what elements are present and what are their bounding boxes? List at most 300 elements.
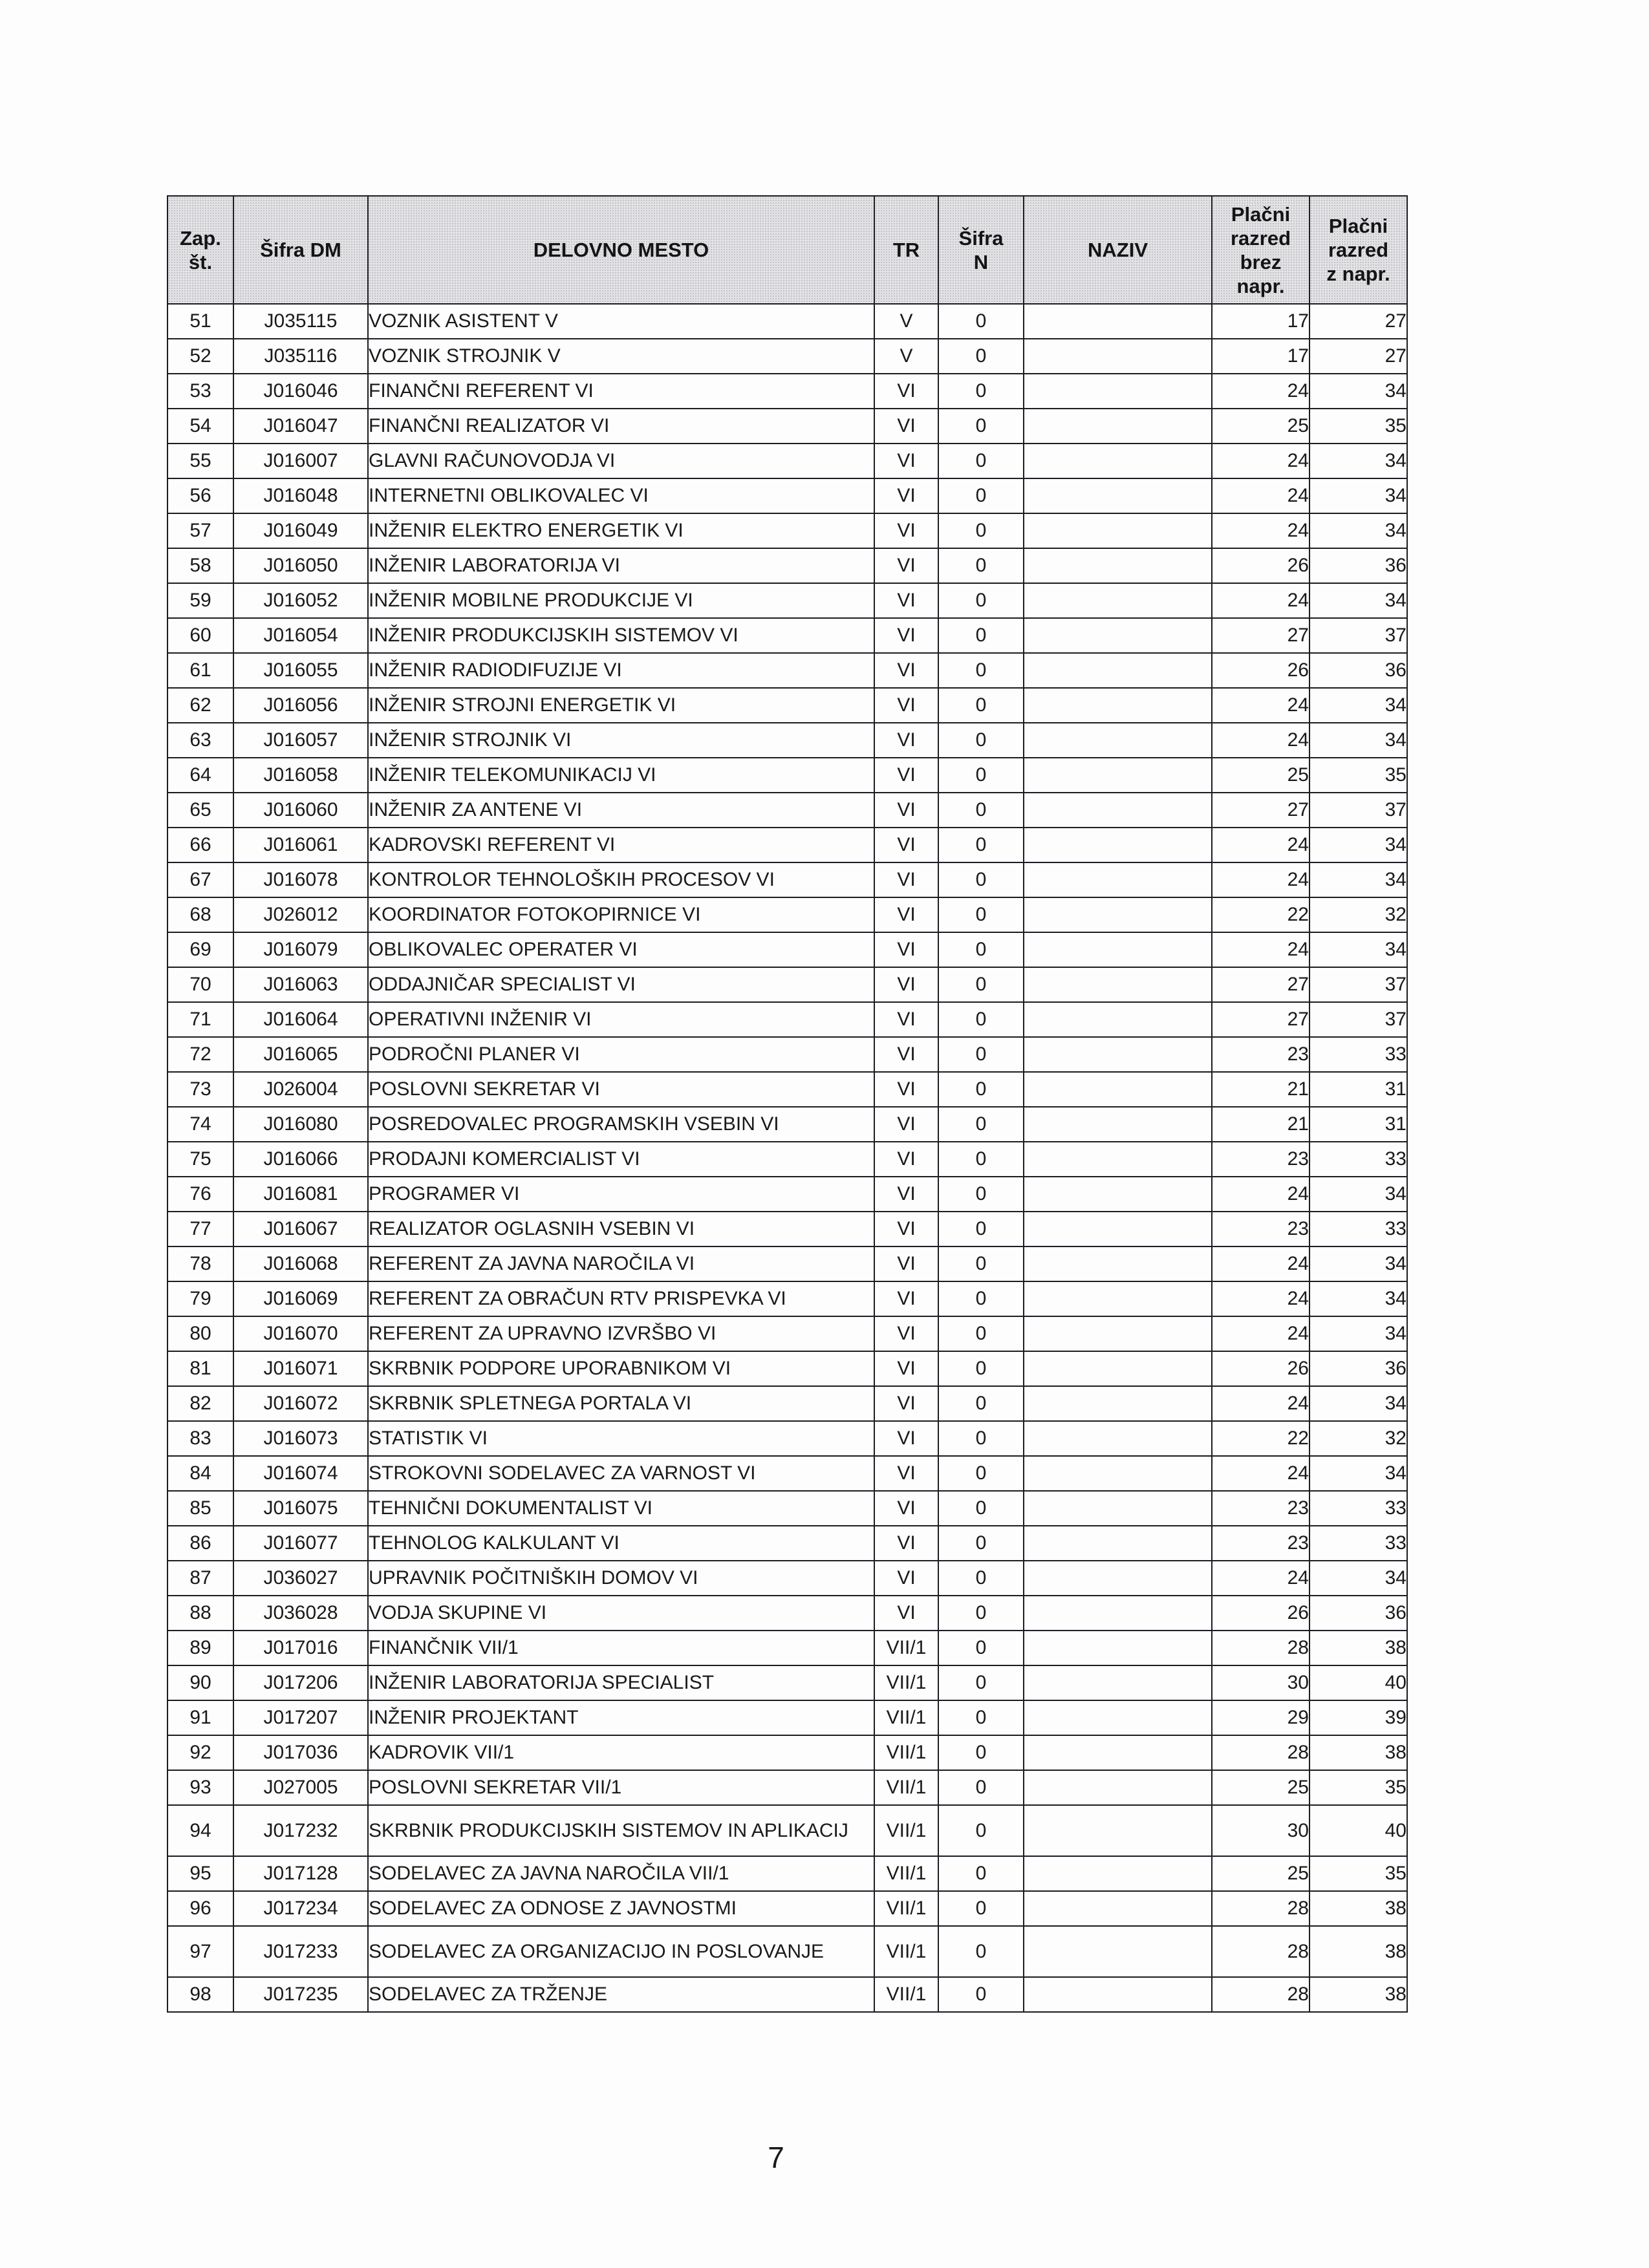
cell-zap-st [167, 548, 233, 583]
cell-tr-text: VI [897, 1428, 916, 1449]
cell-sifra-dm-text: J016064 [263, 1009, 338, 1030]
cell-sifra-dm-text: J016048 [263, 485, 338, 506]
cell-sifra-dm-text: J017036 [263, 1742, 338, 1763]
cell-zap-st-text: 63 [189, 729, 211, 751]
cell-sifra-n-text: 0 [975, 310, 987, 332]
cell-zap-st-text: 66 [189, 834, 211, 855]
cell-naziv [1024, 967, 1212, 1002]
table-row [167, 1665, 1407, 1700]
cell-tr-text: VI [897, 764, 916, 786]
cell-sifra-n-text: 0 [975, 415, 987, 436]
cell-tr-text: VI [897, 659, 916, 681]
cell-placni-razred-z-napr-text: 34 [1385, 834, 1406, 855]
cell-sifra-n [938, 444, 1024, 478]
cell-zap-st-text: 73 [189, 1078, 211, 1100]
header-placni-razred-z-napr [1310, 196, 1407, 304]
cell-sifra-n-text: 0 [975, 1358, 987, 1379]
cell-delovno-mesto-text: INŽENIR MOBILNE PRODUKCIJE VI [369, 590, 693, 611]
cell-sifra-n-text: 0 [975, 1009, 987, 1030]
cell-placni-razred-brez-napr-text: 24 [1287, 590, 1309, 611]
cell-sifra-dm-text: J016077 [263, 1532, 338, 1554]
cell-sifra-dm-text: J017207 [263, 1707, 338, 1728]
cell-sifra-dm [233, 1491, 368, 1526]
cell-sifra-dm [233, 1700, 368, 1735]
header-text-line: napr. [1236, 274, 1285, 297]
cell-placni-razred-z-napr-text: 40 [1385, 1672, 1406, 1693]
cell-delovno-mesto-text: PODROČNI PLANER VI [369, 1043, 580, 1065]
cell-zap-st [167, 1805, 233, 1856]
cell-placni-razred-brez-napr-text: 28 [1287, 1984, 1309, 2005]
header-text-line: brez [1240, 250, 1282, 273]
cell-zap-st-text: 90 [189, 1672, 211, 1693]
cell-placni-razred-z-napr-text: 38 [1385, 1898, 1406, 1919]
cell-zap-st [167, 1665, 233, 1700]
cell-placni-razred-brez-napr-text: 24 [1287, 1253, 1309, 1274]
table-row [167, 1977, 1407, 2012]
cell-zap-st [167, 793, 233, 828]
cell-zap-st [167, 513, 233, 548]
cell-zap-st [167, 1037, 233, 1072]
cell-delovno-mesto [368, 409, 874, 444]
cell-tr [874, 1316, 938, 1351]
cell-placni-razred-brez-napr-text: 27 [1287, 974, 1309, 995]
cell-sifra-dm-text: J016055 [263, 659, 338, 681]
cell-tr-text: VII/1 [886, 1940, 927, 1962]
cell-delovno-mesto [368, 1596, 874, 1631]
cell-placni-razred-brez-napr [1212, 1142, 1310, 1177]
cell-delovno-mesto-text: REFERENT ZA JAVNA NAROČILA VI [369, 1253, 695, 1274]
cell-placni-razred-z-napr [1310, 548, 1407, 583]
cell-zap-st-text: 78 [189, 1253, 211, 1274]
cell-sifra-dm-text: J016073 [263, 1428, 338, 1449]
cell-sifra-dm-text: J016081 [263, 1183, 338, 1204]
cell-placni-razred-brez-napr [1212, 828, 1310, 862]
cell-delovno-mesto [368, 583, 874, 618]
cell-zap-st [167, 1735, 233, 1770]
cell-placni-razred-z-napr-text: 33 [1385, 1532, 1406, 1554]
cell-naziv [1024, 1456, 1212, 1491]
cell-tr [874, 897, 938, 932]
cell-tr [874, 967, 938, 1002]
cell-tr-text: VI [897, 1393, 916, 1414]
cell-placni-razred-brez-napr-text: 24 [1287, 485, 1309, 506]
cell-naziv [1024, 1631, 1212, 1665]
cell-sifra-n [938, 374, 1024, 409]
cell-delovno-mesto-text: FINANČNIK VII/1 [369, 1637, 519, 1658]
cell-sifra-n [938, 1142, 1024, 1177]
cell-tr-text: VI [897, 694, 916, 716]
cell-zap-st [167, 618, 233, 653]
cell-zap-st [167, 1977, 233, 2012]
cell-tr-text: VI [897, 415, 916, 436]
cell-tr-text: VI [897, 1602, 916, 1623]
table-row [167, 688, 1407, 723]
cell-naziv [1024, 1072, 1212, 1107]
cell-placni-razred-brez-napr-text: 21 [1287, 1078, 1309, 1100]
cell-tr [874, 1386, 938, 1421]
cell-sifra-n [938, 1246, 1024, 1281]
cell-sifra-n-text: 0 [975, 555, 987, 576]
cell-sifra-n-text: 0 [975, 939, 987, 960]
table-row [167, 1246, 1407, 1281]
cell-delovno-mesto-text: REFERENT ZA UPRAVNO IZVRŠBO VI [369, 1323, 717, 1344]
cell-sifra-n-text: 0 [975, 1672, 987, 1693]
cell-sifra-n [938, 1107, 1024, 1142]
cell-sifra-n [938, 618, 1024, 653]
header-delovno-mesto [368, 196, 874, 304]
cell-placni-razred-brez-napr-text: 25 [1287, 415, 1309, 436]
cell-placni-razred-brez-napr-text: 25 [1287, 764, 1309, 786]
cell-tr-text: VI [897, 1497, 916, 1519]
cell-zap-st-text: 96 [189, 1898, 211, 1919]
table-row [167, 1281, 1407, 1316]
cell-placni-razred-brez-napr [1212, 1456, 1310, 1491]
cell-tr [874, 1246, 938, 1281]
cell-naziv [1024, 1316, 1212, 1351]
cell-delovno-mesto-text: SKRBNIK PRODUKCIJSKIH SISTEMOV IN APLIKACIJ [369, 1819, 848, 1841]
cell-zap-st-text: 93 [189, 1777, 211, 1798]
cell-naziv [1024, 1421, 1212, 1456]
cell-tr-text: VI [897, 520, 916, 541]
cell-placni-razred-z-napr-text: 34 [1385, 1323, 1406, 1344]
cell-sifra-n-text: 0 [975, 834, 987, 855]
cell-placni-razred-z-napr [1310, 1072, 1407, 1107]
cell-tr-text: VI [897, 1462, 916, 1484]
cell-sifra-n [938, 758, 1024, 793]
cell-sifra-dm-text: J016080 [263, 1113, 338, 1135]
cell-sifra-n-text: 0 [975, 1288, 987, 1309]
cell-sifra-dm [233, 828, 368, 862]
cell-zap-st [167, 1107, 233, 1142]
cell-sifra-dm [233, 1805, 368, 1856]
cell-placni-razred-z-napr [1310, 1491, 1407, 1526]
cell-placni-razred-z-napr [1310, 1665, 1407, 1700]
cell-sifra-n-text: 0 [975, 345, 987, 367]
cell-zap-st-text: 85 [189, 1497, 211, 1519]
cell-placni-razred-z-napr-text: 27 [1385, 310, 1406, 332]
cell-placni-razred-z-napr [1310, 1177, 1407, 1212]
header-text-line: Zap. [180, 226, 221, 250]
cell-sifra-n [938, 1491, 1024, 1526]
cell-sifra-n [938, 688, 1024, 723]
cell-sifra-dm [233, 1526, 368, 1561]
table-row [167, 1631, 1407, 1665]
cell-delovno-mesto [368, 1491, 874, 1526]
cell-sifra-dm [233, 1596, 368, 1631]
cell-delovno-mesto-text: KADROVIK VII/1 [369, 1742, 515, 1763]
cell-delovno-mesto [368, 1072, 874, 1107]
cell-sifra-dm [233, 1631, 368, 1665]
cell-delovno-mesto-text: INŽENIR PRODUKCIJSKIH SISTEMOV VI [369, 625, 738, 646]
cell-sifra-dm-text: J017232 [263, 1819, 338, 1841]
table-row [167, 1072, 1407, 1107]
cell-sifra-dm [233, 758, 368, 793]
cell-tr-text: VI [897, 799, 916, 820]
cell-delovno-mesto-text: SODELAVEC ZA JAVNA NAROČILA VII/1 [369, 1863, 729, 1884]
cell-sifra-n-text: 0 [975, 1602, 987, 1623]
cell-placni-razred-brez-napr [1212, 653, 1310, 688]
table-row [167, 374, 1407, 409]
cell-placni-razred-z-napr-text: 37 [1385, 1009, 1406, 1030]
cell-naziv [1024, 1977, 1212, 2012]
cell-placni-razred-brez-napr [1212, 1665, 1310, 1700]
cell-zap-st-text: 52 [189, 345, 211, 367]
cell-zap-st [167, 1386, 233, 1421]
table-row [167, 967, 1407, 1002]
cell-sifra-n [938, 828, 1024, 862]
cell-sifra-n [938, 548, 1024, 583]
cell-naziv [1024, 1002, 1212, 1037]
cell-placni-razred-z-napr-text: 33 [1385, 1218, 1406, 1239]
cell-tr-text: VI [897, 904, 916, 925]
cell-tr [874, 1002, 938, 1037]
cell-sifra-n [938, 1977, 1024, 2012]
cell-sifra-dm [233, 374, 368, 409]
cell-placni-razred-z-napr [1310, 828, 1407, 862]
cell-placni-razred-z-napr-text: 34 [1385, 694, 1406, 716]
cell-delovno-mesto [368, 1665, 874, 1700]
cell-placni-razred-brez-napr-text: 24 [1287, 694, 1309, 716]
cell-placni-razred-brez-napr [1212, 1561, 1310, 1596]
cell-sifra-n [938, 1177, 1024, 1212]
table-row [167, 1351, 1407, 1386]
cell-placni-razred-brez-napr [1212, 1805, 1310, 1856]
cell-zap-st [167, 1142, 233, 1177]
cell-placni-razred-z-napr-text: 34 [1385, 729, 1406, 751]
cell-placni-razred-brez-napr-text: 24 [1287, 380, 1309, 401]
cell-delovno-mesto [368, 1107, 874, 1142]
cell-placni-razred-z-napr [1310, 932, 1407, 967]
cell-sifra-dm-text: J017233 [263, 1940, 338, 1962]
cell-placni-razred-brez-napr [1212, 1107, 1310, 1142]
cell-placni-razred-z-napr [1310, 793, 1407, 828]
cell-zap-st-text: 55 [189, 450, 211, 471]
cell-placni-razred-z-napr [1310, 583, 1407, 618]
cell-sifra-dm [233, 723, 368, 758]
cell-placni-razred-brez-napr-text: 23 [1287, 1497, 1309, 1519]
cell-sifra-dm [233, 583, 368, 618]
cell-sifra-n [938, 653, 1024, 688]
cell-tr [874, 1456, 938, 1491]
cell-sifra-dm [233, 1421, 368, 1456]
cell-sifra-n-text: 0 [975, 1637, 987, 1658]
cell-placni-razred-z-napr [1310, 1316, 1407, 1351]
cell-tr [874, 1665, 938, 1700]
cell-placni-razred-z-napr [1310, 897, 1407, 932]
cell-naziv [1024, 932, 1212, 967]
cell-placni-razred-brez-napr-text: 28 [1287, 1637, 1309, 1658]
cell-zap-st [167, 932, 233, 967]
cell-tr-text: VII/1 [886, 1984, 927, 2005]
cell-zap-st-text: 75 [189, 1148, 211, 1170]
cell-sifra-n [938, 862, 1024, 897]
cell-delovno-mesto-text: INTERNETNI OBLIKOVALEC VI [369, 485, 649, 506]
cell-placni-razred-z-napr [1310, 1002, 1407, 1037]
cell-zap-st-text: 69 [189, 939, 211, 960]
cell-placni-razred-brez-napr [1212, 1177, 1310, 1212]
cell-naziv [1024, 548, 1212, 583]
cell-zap-st [167, 1526, 233, 1561]
cell-delovno-mesto-text: GLAVNI RAČUNOVODJA VI [369, 450, 616, 471]
cell-sifra-dm [233, 1072, 368, 1107]
cell-placni-razred-brez-napr-text: 27 [1287, 625, 1309, 646]
cell-tr-text: VI [897, 590, 916, 611]
cell-placni-razred-brez-napr [1212, 1386, 1310, 1421]
cell-tr-text: VI [897, 1218, 916, 1239]
cell-placni-razred-z-napr-text: 34 [1385, 1567, 1406, 1589]
cell-placni-razred-brez-napr-text: 24 [1287, 729, 1309, 751]
cell-placni-razred-z-napr [1310, 1596, 1407, 1631]
cell-delovno-mesto [368, 967, 874, 1002]
cell-zap-st [167, 1561, 233, 1596]
cell-placni-razred-brez-napr-text: 24 [1287, 1393, 1309, 1414]
cell-tr-text: VI [897, 1253, 916, 1274]
cell-sifra-dm-text: J016054 [263, 625, 338, 646]
cell-placni-razred-brez-napr [1212, 1891, 1310, 1926]
cell-delovno-mesto [368, 1002, 874, 1037]
cell-naziv [1024, 1281, 1212, 1316]
cell-zap-st [167, 1002, 233, 1037]
cell-delovno-mesto-text: POSLOVNI SEKRETAR VII/1 [369, 1777, 622, 1798]
cell-tr [874, 828, 938, 862]
cell-naziv [1024, 1665, 1212, 1700]
cell-sifra-n-text: 0 [975, 904, 987, 925]
header-text-line: Šifra DM [260, 239, 341, 261]
cell-placni-razred-brez-napr-text: 26 [1287, 1602, 1309, 1623]
cell-sifra-n-text: 0 [975, 1078, 987, 1100]
cell-placni-razred-brez-napr-text: 23 [1287, 1532, 1309, 1554]
cell-zap-st [167, 1891, 233, 1926]
cell-delovno-mesto [368, 1316, 874, 1351]
cell-sifra-n-text: 0 [975, 659, 987, 681]
cell-tr [874, 1072, 938, 1107]
cell-placni-razred-z-napr-text: 37 [1385, 625, 1406, 646]
cell-sifra-n [938, 1037, 1024, 1072]
cell-delovno-mesto [368, 828, 874, 862]
cell-delovno-mesto [368, 1561, 874, 1596]
table-row [167, 932, 1407, 967]
cell-sifra-n [938, 1002, 1024, 1037]
cell-zap-st [167, 897, 233, 932]
cell-placni-razred-z-napr [1310, 1107, 1407, 1142]
cell-naziv [1024, 688, 1212, 723]
cell-placni-razred-brez-napr-text: 29 [1287, 1707, 1309, 1728]
cell-zap-st-text: 92 [189, 1742, 211, 1763]
cell-zap-st-text: 83 [189, 1428, 211, 1449]
cell-placni-razred-z-napr [1310, 1456, 1407, 1491]
cell-placni-razred-z-napr-text: 31 [1385, 1113, 1406, 1135]
cell-delovno-mesto-text: INŽENIR ZA ANTENE VI [369, 799, 583, 820]
cell-zap-st-text: 82 [189, 1393, 211, 1414]
cell-tr-text: VI [897, 380, 916, 401]
cell-zap-st [167, 304, 233, 339]
cell-sifra-n-text: 0 [975, 1984, 987, 2005]
table-row [167, 1212, 1407, 1246]
table-row [167, 1891, 1407, 1926]
cell-sifra-n [938, 1281, 1024, 1316]
cell-tr-text: VI [897, 1567, 916, 1589]
cell-placni-razred-z-napr-text: 34 [1385, 1393, 1406, 1414]
header-text-line: NAZIV [1088, 239, 1148, 261]
cell-zap-st [167, 1770, 233, 1805]
cell-tr-text: VI [897, 450, 916, 471]
cell-zap-st-text: 57 [189, 520, 211, 541]
header-tr [874, 196, 938, 304]
cell-placni-razred-z-napr [1310, 1037, 1407, 1072]
header-text-line: Plačni [1328, 215, 1388, 237]
cell-placni-razred-brez-napr [1212, 862, 1310, 897]
header-naziv [1024, 196, 1212, 304]
cell-tr-text: VI [897, 625, 916, 646]
page-number: 7 [768, 2141, 784, 2174]
cell-delovno-mesto [368, 548, 874, 583]
cell-tr [874, 1107, 938, 1142]
cell-sifra-dm [233, 548, 368, 583]
cell-sifra-n [938, 1805, 1024, 1856]
cell-sifra-n-text: 0 [975, 1898, 987, 1919]
cell-sifra-n-text: 0 [975, 799, 987, 820]
cell-sifra-dm [233, 793, 368, 828]
cell-delovno-mesto [368, 1735, 874, 1770]
cell-sifra-n [938, 793, 1024, 828]
job-positions-table [167, 195, 1408, 2013]
cell-placni-razred-z-napr [1310, 1212, 1407, 1246]
cell-delovno-mesto [368, 723, 874, 758]
cell-sifra-dm-text: J016047 [263, 415, 338, 436]
cell-sifra-dm-text: J016061 [263, 834, 338, 855]
cell-tr-text: VI [897, 834, 916, 855]
cell-sifra-dm [233, 513, 368, 548]
cell-tr-text: VI [897, 555, 916, 576]
cell-placni-razred-brez-napr [1212, 1281, 1310, 1316]
cell-zap-st-text: 76 [189, 1183, 211, 1204]
cell-sifra-dm [233, 688, 368, 723]
cell-placni-razred-brez-napr [1212, 1526, 1310, 1561]
cell-tr-text: VII/1 [886, 1863, 927, 1884]
cell-delovno-mesto-text: PROGRAMER VI [369, 1183, 520, 1204]
cell-placni-razred-brez-napr [1212, 1770, 1310, 1805]
cell-sifra-dm [233, 1735, 368, 1770]
cell-sifra-dm [233, 653, 368, 688]
cell-zap-st [167, 478, 233, 513]
cell-tr [874, 723, 938, 758]
cell-tr [874, 1805, 938, 1856]
cell-placni-razred-brez-napr [1212, 723, 1310, 758]
cell-sifra-n-text: 0 [975, 869, 987, 890]
cell-placni-razred-brez-napr-text: 24 [1287, 1323, 1309, 1344]
cell-zap-st [167, 444, 233, 478]
cell-placni-razred-brez-napr-text: 24 [1287, 1462, 1309, 1484]
cell-placni-razred-z-napr-text: 35 [1385, 764, 1406, 786]
cell-naziv [1024, 1351, 1212, 1386]
cell-sifra-n-text: 0 [975, 1863, 987, 1884]
cell-placni-razred-z-napr-text: 34 [1385, 1183, 1406, 1204]
cell-sifra-dm [233, 339, 368, 374]
cell-sifra-n [938, 1386, 1024, 1421]
cell-zap-st-text: 79 [189, 1288, 211, 1309]
table-row [167, 758, 1407, 793]
cell-sifra-dm [233, 1177, 368, 1212]
cell-placni-razred-z-napr [1310, 304, 1407, 339]
cell-placni-razred-brez-napr [1212, 409, 1310, 444]
cell-tr [874, 583, 938, 618]
cell-tr-text: VI [897, 1043, 916, 1065]
cell-tr [874, 1421, 938, 1456]
cell-tr [874, 409, 938, 444]
cell-sifra-n-text: 0 [975, 974, 987, 995]
cell-delovno-mesto-text: SODELAVEC ZA TRŽENJE [369, 1984, 607, 2005]
cell-delovno-mesto-text: STROKOVNI SODELAVEC ZA VARNOST VI [369, 1462, 756, 1484]
